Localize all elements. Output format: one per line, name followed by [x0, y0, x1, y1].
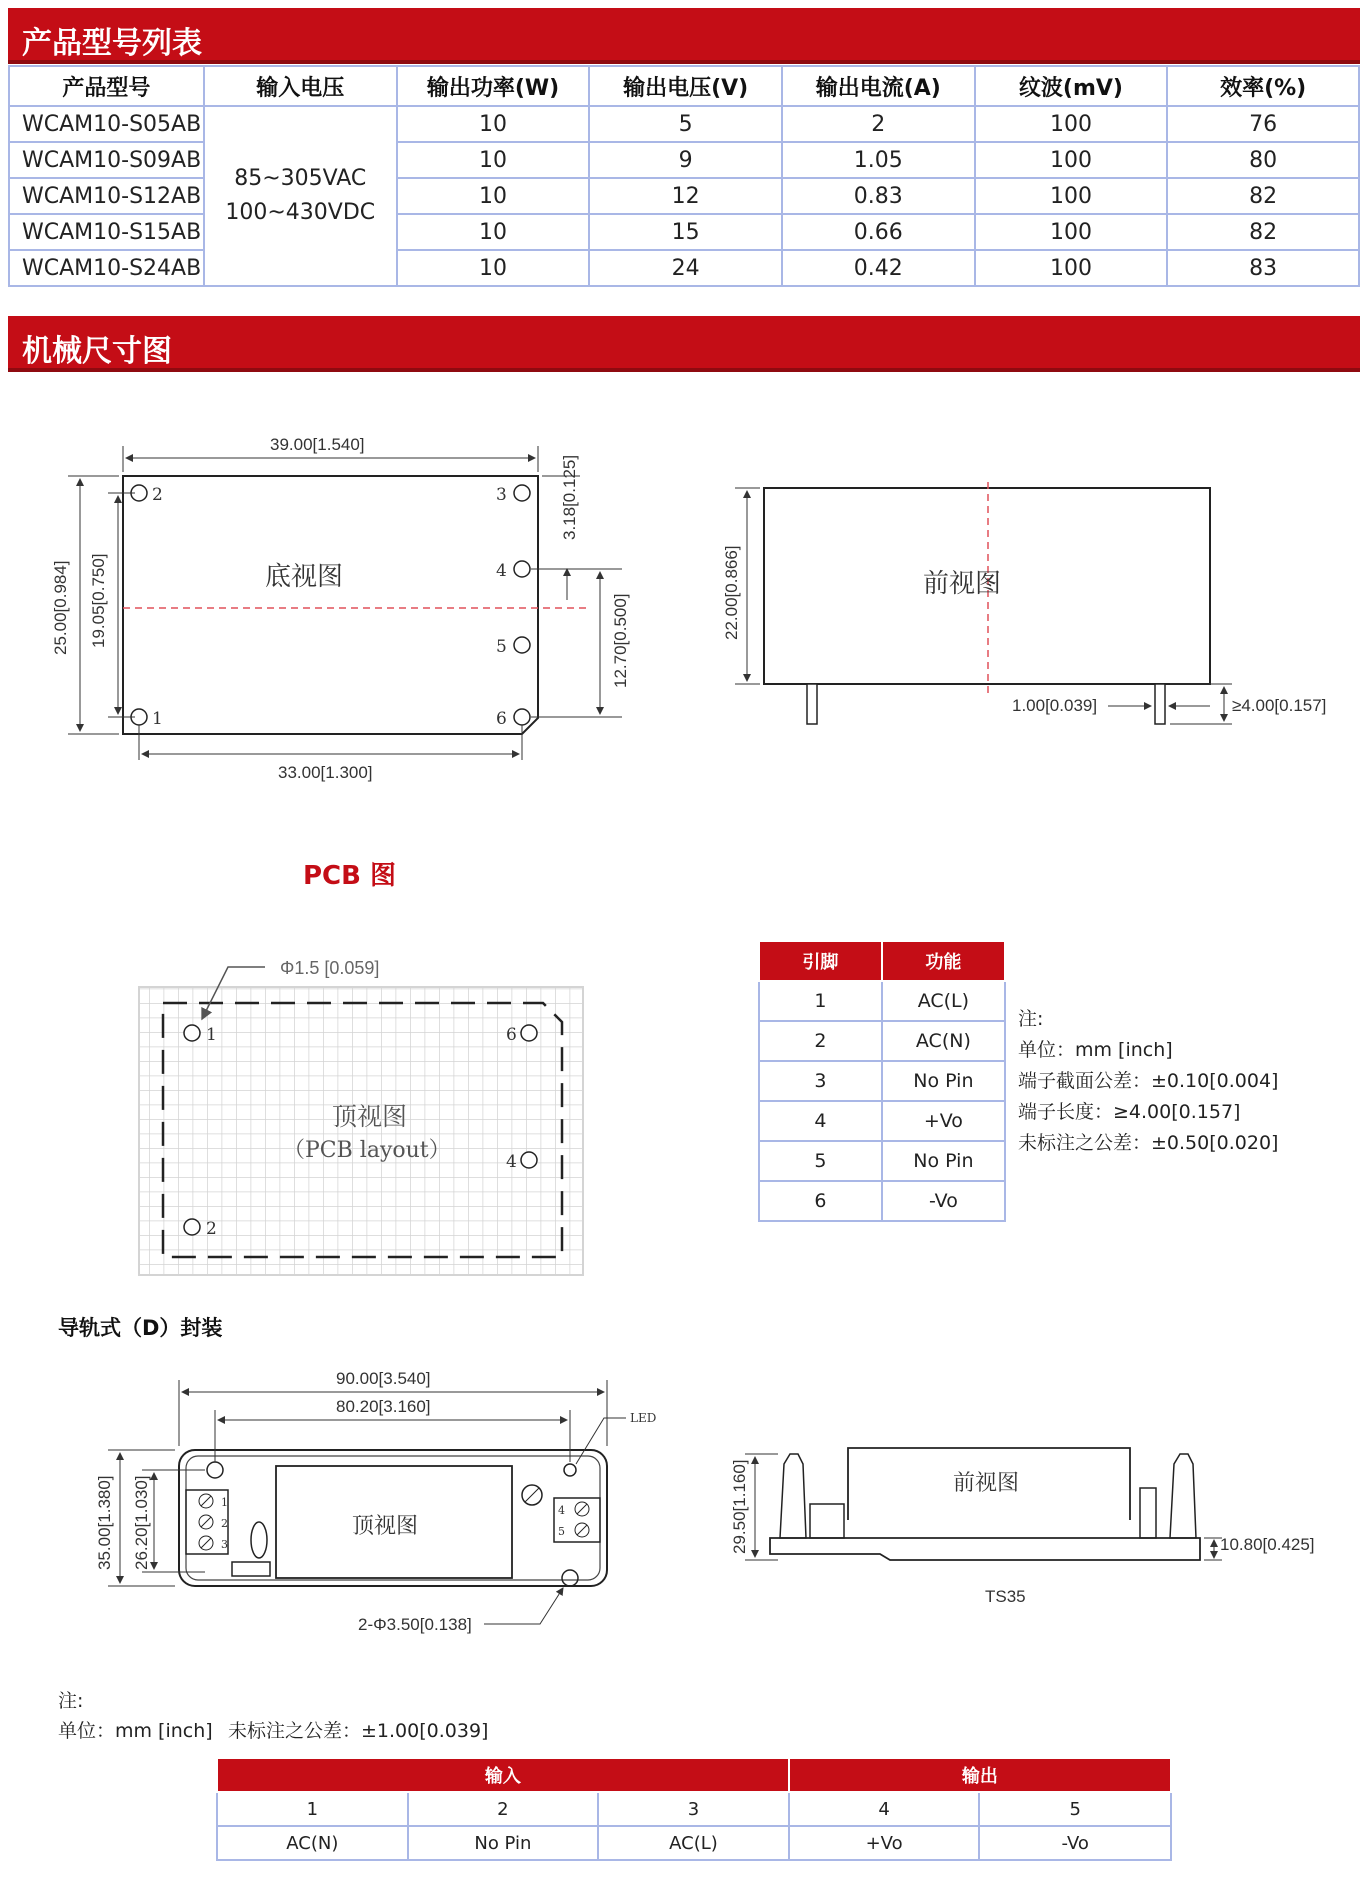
- header-cell: 效率(%): [1167, 66, 1359, 106]
- dim-pin-length: ≥4.00[0.157]: [1232, 696, 1327, 715]
- dim-width: 39.00[1.540]: [270, 435, 365, 454]
- rail-type: TS35: [985, 1587, 1026, 1606]
- eff-cell: 80: [1167, 142, 1359, 178]
- pcb-pin-4: [521, 1152, 537, 1168]
- pin-6-label: 6: [496, 709, 507, 729]
- iout-cell: 0.66: [782, 214, 975, 250]
- rail-package-title: 导轨式（D）封装: [58, 1316, 223, 1340]
- pin-6-circle: [514, 709, 530, 725]
- mechanical-drawing: [0, 420, 1367, 782]
- power-cell: 10: [397, 106, 590, 142]
- power-cell: 10: [397, 250, 590, 286]
- pin-cell: 5: [759, 1141, 882, 1181]
- notes-unit: 单位：mm [inch]: [1018, 1039, 1173, 1061]
- dim-rail-base: 10.80[0.425]: [1220, 1535, 1315, 1554]
- terminal-2: 2: [221, 1517, 228, 1530]
- ripple-cell: 100: [975, 250, 1168, 286]
- group-output: 输出: [789, 1758, 1171, 1792]
- table-row: [759, 981, 1005, 1021]
- input-voltage-cell: [204, 106, 397, 286]
- header-cell: 产品型号: [9, 66, 204, 106]
- func-cell: +Vo: [882, 1101, 1005, 1141]
- dim-front-height: 22.00[0.866]: [722, 545, 741, 640]
- pcb-pin-1-label: 1: [206, 1025, 217, 1045]
- table-row: [217, 1826, 1171, 1860]
- pcb-label: 顶视图: [332, 1102, 408, 1131]
- pcb-pin-2: [184, 1219, 200, 1235]
- func-cell: -Vo: [882, 1181, 1005, 1221]
- led-label: LED: [630, 1411, 657, 1425]
- model-cell: WCAM10-S24AB: [9, 250, 204, 286]
- terminal-5: 5: [558, 1525, 565, 1538]
- dim-rail-front-height: 29.50[1.160]: [730, 1459, 749, 1554]
- table-row: [759, 1021, 1005, 1061]
- func-cell: No Pin: [408, 1826, 599, 1860]
- rail-mount-drawing: [0, 1370, 1367, 1640]
- pcb-pin-4-label: 4: [506, 1152, 517, 1172]
- pin-cell: 5: [979, 1792, 1171, 1826]
- rail-top-label: 顶视图: [352, 1514, 419, 1539]
- pin-3-label: 3: [496, 485, 507, 505]
- pin-3-circle: [514, 485, 530, 501]
- table-row: [759, 1181, 1005, 1221]
- power-cell: 10: [397, 178, 590, 214]
- notes-terminal: 端子截面公差：±0.10[0.004]: [1018, 1070, 1279, 1092]
- header-cell: 输出电流(A): [782, 66, 975, 106]
- pin-cell: 1: [217, 1792, 408, 1826]
- notes2-tolerance: 未标注之公差：±1.00[0.039]: [228, 1720, 489, 1742]
- ripple-cell: 100: [975, 142, 1168, 178]
- dim-rail-height: 35.00[1.380]: [95, 1475, 114, 1570]
- func-cell: -Vo: [979, 1826, 1171, 1860]
- func-cell: No Pin: [882, 1061, 1005, 1101]
- iout-cell: 2: [782, 106, 975, 142]
- pin-4-circle: [514, 561, 530, 577]
- pin-cell: 2: [759, 1021, 882, 1061]
- header-cell: 输出功率(W): [397, 66, 590, 106]
- eff-cell: 82: [1167, 214, 1359, 250]
- table-row: [217, 1792, 1171, 1826]
- iout-cell: 0.42: [782, 250, 975, 286]
- notes-tolerance: 未标注之公差：±0.50[0.020]: [1018, 1132, 1279, 1154]
- dim-rail-width: 90.00[3.540]: [336, 1369, 431, 1388]
- pcb-pin-6: [521, 1025, 537, 1041]
- group-input: 输入: [217, 1758, 789, 1792]
- model-cell: WCAM10-S12AB: [9, 178, 204, 214]
- table-row: [759, 1141, 1005, 1181]
- eff-cell: 82: [1167, 178, 1359, 214]
- func-cell: No Pin: [882, 1141, 1005, 1181]
- pin-cell: 6: [759, 1181, 882, 1221]
- func-cell: AC(N): [882, 1021, 1005, 1061]
- section-title: 机械尺寸图: [22, 334, 172, 369]
- pin-5-circle: [514, 637, 530, 653]
- pcb-pin-2-label: 2: [206, 1219, 217, 1239]
- pin-cell: 4: [759, 1101, 882, 1141]
- dim-rail-height2: 26.20[1.030]: [132, 1475, 151, 1570]
- header-cell: 纹波(mV): [975, 66, 1168, 106]
- terminal-1: 1: [221, 1496, 228, 1509]
- notes-length: 端子长度：≥4.00[0.157]: [1018, 1101, 1241, 1123]
- section-banner-models: [8, 8, 1360, 64]
- vout-cell: 9: [589, 142, 782, 178]
- terminal-4: 4: [558, 1504, 565, 1517]
- dim-pin-span: 33.00[1.300]: [278, 763, 373, 782]
- pin-cell: 3: [598, 1792, 789, 1826]
- pcb-pin-6-label: 6: [506, 1025, 517, 1045]
- pcb-pin-1: [184, 1025, 200, 1041]
- pin-cell: 2: [408, 1792, 599, 1826]
- section-banner-mechanical: [8, 316, 1360, 372]
- notes2-unit: 单位：mm [inch]: [58, 1720, 213, 1742]
- ripple-cell: 100: [975, 178, 1168, 214]
- input-voltage-dc: 100~430VDC: [225, 200, 376, 225]
- iout-cell: 1.05: [782, 142, 975, 178]
- vout-cell: 24: [589, 250, 782, 286]
- ripple-cell: 100: [975, 106, 1168, 142]
- iout-cell: 0.83: [782, 178, 975, 214]
- dim-height: 25.00[0.984]: [51, 560, 70, 655]
- vout-cell: 5: [589, 106, 782, 142]
- table-row: [759, 1101, 1005, 1141]
- table-header-row: [9, 66, 1359, 106]
- eff-cell: 76: [1167, 106, 1359, 142]
- pin-4-label: 4: [496, 561, 507, 581]
- vout-cell: 12: [589, 178, 782, 214]
- terminal-3: 3: [221, 1538, 228, 1551]
- rail-front-label: 前视图: [953, 1471, 1020, 1496]
- header-cell: 功能: [882, 941, 1005, 981]
- pin-cell: 1: [759, 981, 882, 1021]
- dim-rail-holes: 2-Φ3.50[0.138]: [358, 1615, 472, 1634]
- front-pin-left: [807, 684, 817, 724]
- header-cell: 引脚: [759, 941, 882, 981]
- dim-offset: 3.18[0.125]: [560, 454, 579, 540]
- vout-cell: 15: [589, 214, 782, 250]
- dim-pin-gap: 12.70[0.500]: [611, 593, 630, 688]
- pcb-hole-dim: Φ1.5 [0.059]: [280, 958, 380, 978]
- bottom-view-label: 底视图: [265, 562, 344, 592]
- table-row: [759, 1061, 1005, 1101]
- front-view-label: 前视图: [923, 569, 1002, 599]
- led-indicator: [564, 1464, 576, 1476]
- func-cell: AC(N): [217, 1826, 408, 1860]
- mount-hole-right: [562, 1570, 578, 1586]
- pin-cell: 4: [789, 1792, 980, 1826]
- func-cell: AC(L): [598, 1826, 789, 1860]
- pin-2-label: 2: [152, 485, 163, 505]
- bottom-view-outline: [123, 476, 538, 734]
- model-cell: WCAM10-S09AB: [9, 142, 204, 178]
- rail-front-base: [770, 1538, 1200, 1560]
- header-cell: 输入电压: [204, 66, 397, 106]
- eff-cell: 83: [1167, 250, 1359, 286]
- pin-cell: 3: [759, 1061, 882, 1101]
- power-cell: 10: [397, 214, 590, 250]
- model-table: [8, 65, 1360, 287]
- input-voltage-ac: 85~305VAC: [234, 166, 367, 191]
- pcb-sublabel: （PCB layout）: [283, 1138, 451, 1163]
- mount-hole-left: [207, 1462, 223, 1478]
- pcb-title: PCB 图: [303, 861, 397, 891]
- rail-pin-table: [216, 1757, 1172, 1861]
- front-pin-right: [1155, 684, 1165, 724]
- dim-rail-hole: 80.20[3.160]: [336, 1397, 431, 1416]
- pcb-layout-drawing: [120, 945, 600, 1285]
- notes2-title: 注:: [58, 1690, 84, 1712]
- ripple-cell: 100: [975, 214, 1168, 250]
- func-cell: +Vo: [789, 1826, 980, 1860]
- dim-pin-diameter: 1.00[0.039]: [1012, 696, 1098, 715]
- header-cell: 输出电压(V): [589, 66, 782, 106]
- dim-pin-height: 19.05[0.750]: [89, 553, 108, 648]
- pin-function-table: [758, 940, 1006, 1222]
- model-cell: WCAM10-S15AB: [9, 214, 204, 250]
- notes-title: 注:: [1018, 1008, 1044, 1030]
- power-cell: 10: [397, 142, 590, 178]
- section-title: 产品型号列表: [22, 26, 202, 61]
- pin-5-label: 5: [496, 637, 507, 657]
- func-cell: AC(L): [882, 981, 1005, 1021]
- model-cell: WCAM10-S05AB: [9, 106, 204, 142]
- pin-1-label: 1: [152, 709, 163, 729]
- table-row: [9, 106, 1359, 142]
